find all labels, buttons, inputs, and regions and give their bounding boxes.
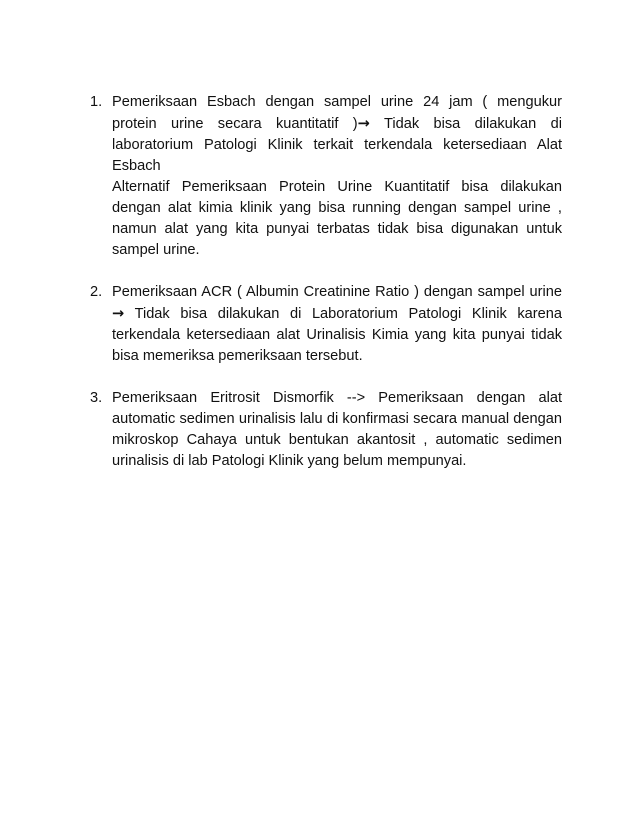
item-2-text-a: Pemeriksaan ACR ( Albumin Creatinine Ratio ) dengan sampel urine xyxy=(112,284,562,300)
numbered-list xyxy=(90,92,562,493)
list-item-3 xyxy=(90,388,562,472)
list-number: 2. xyxy=(90,284,103,300)
list-number: 3. xyxy=(90,390,103,406)
right-arrow-icon: → xyxy=(357,115,370,132)
item-2-paragraph-1 xyxy=(112,282,562,367)
item-3-paragraph-1: Pemeriksaan Eritrosit Dismorfik --> Pemeriksaan dengan alat automatic sedimen urinalisis lalu di konfirmasi secara manual dengan mikroskop Cahaya untuk bentukan akantosit , automatic sedimen urinalisis di lab Patologi Klinik yang belum mempunyai. xyxy=(112,390,562,469)
item-1-paragraph-2: Alternatif Pemeriksaan Protein Urine Kuantitatif bisa dilakukan dengan alat kimia klinik yang bisa running dengan sampel urine , namun alat yang kita punyai terbatas tidak bisa digunakan untuk sampel urine. xyxy=(112,179,562,258)
item-1-paragraph-1 xyxy=(112,92,562,177)
right-arrow-icon: → xyxy=(112,305,125,322)
item-2-text-b: Tidak bisa dilakukan di Laboratorium Patologi Klinik karena terkendala ketersediaan alat Urinalisis Kimia yang kita punyai tidak bisa memeriksa pemeriksaan tersebut. xyxy=(112,306,562,364)
list-item-2 xyxy=(90,282,562,367)
item-1-text-a: Pemeriksaan Esbach dengan sampel urine 24 jam ( mengukur protein urine secara kuantitatif ) xyxy=(112,94,562,132)
list-item-1 xyxy=(90,92,562,261)
item-1-text-b: Tidak bisa dilakukan di laboratorium Patologi Klinik terkait terkendala ketersediaan Alat Esbach xyxy=(112,116,563,174)
list-number: 1. xyxy=(90,94,103,110)
